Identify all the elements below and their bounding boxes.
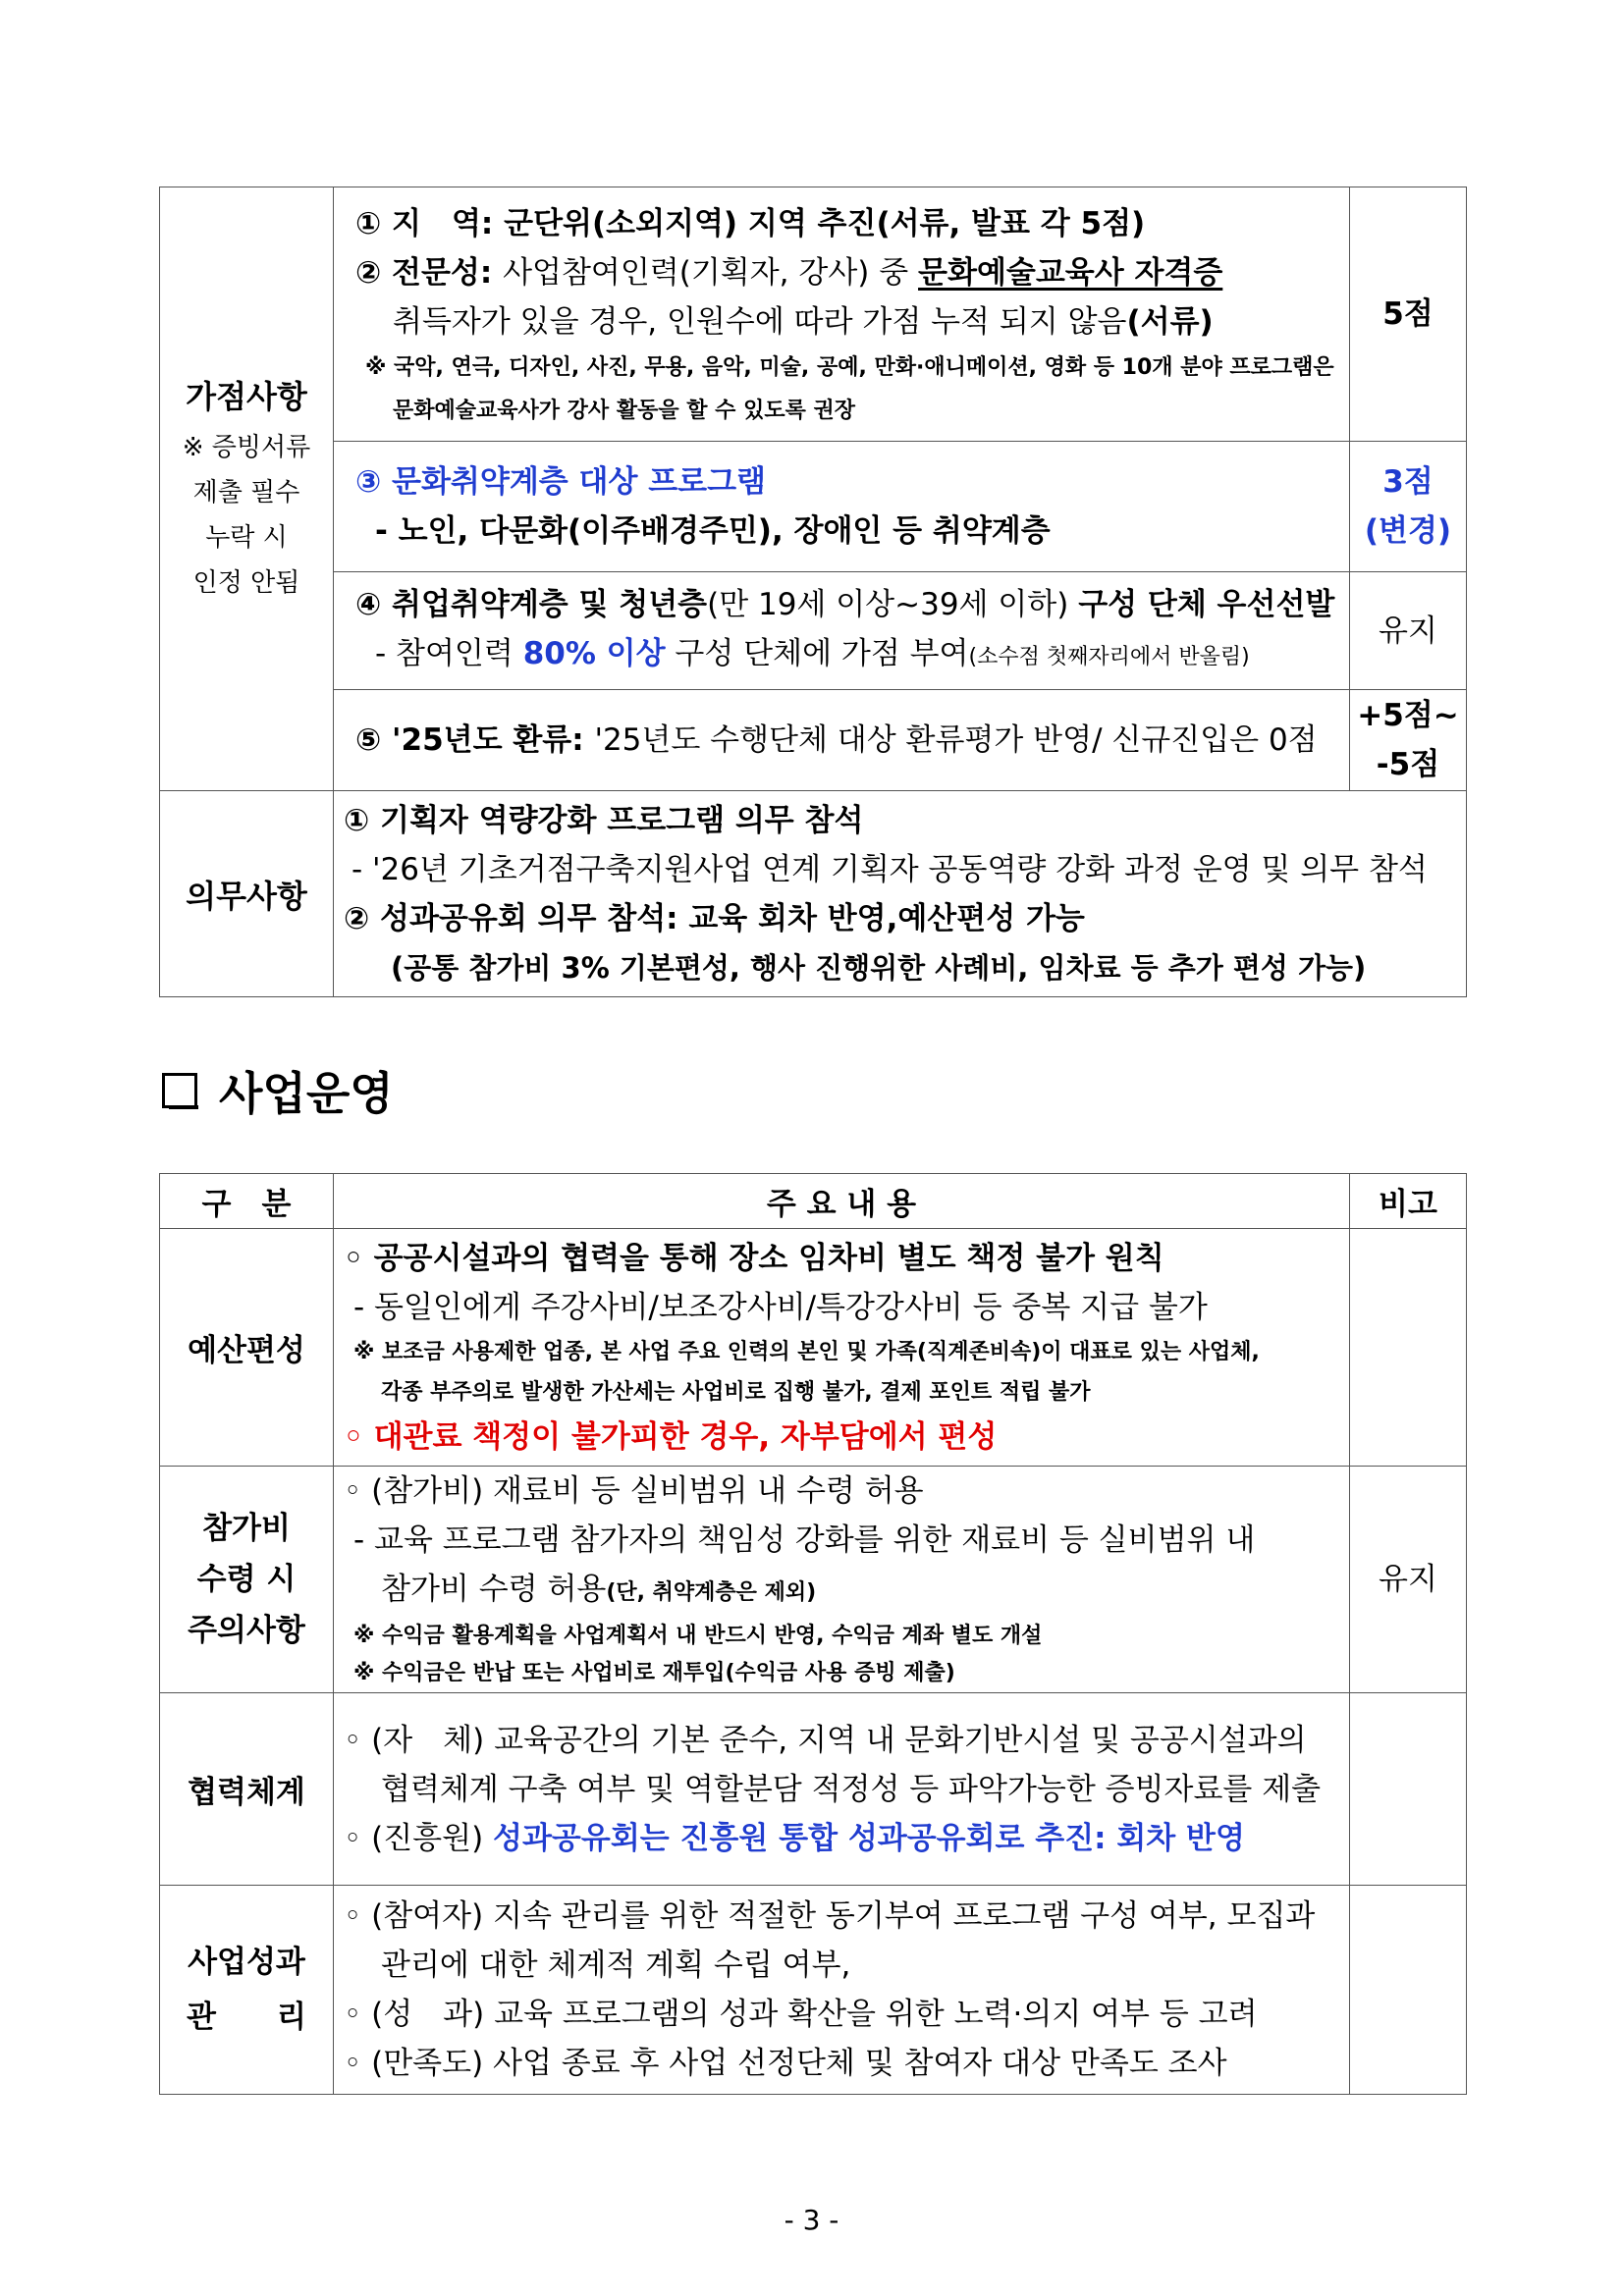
operation-table: [159, 1173, 1467, 2095]
content-note: 각종 부주의로 발생한 가산세는 사업비로 집행 불가, 결제 포인트 적립 불가: [381, 1379, 1091, 1405]
checkbox-square-icon: [162, 1073, 197, 1108]
row-content: [334, 1229, 1350, 1467]
remark-cell: [1350, 1693, 1467, 1886]
remark-cell: [1350, 1886, 1467, 2095]
duty-label: 의무사항: [186, 877, 307, 915]
bonus-label: 가점사항: [186, 378, 307, 415]
bonus-line: ① 지 역: 군단위(소외지역) 지역 추진(서류, 발표 각 5점): [355, 206, 1146, 241]
duty-category-cell: [160, 791, 334, 997]
content-line: ◦ (성 과) 교육 프로그램의 성과 확산을 위한 노력·의지 여부 등 고려: [344, 1997, 1258, 2032]
duty-line: - '26년 기초거점구축지원사업 연계 기획자 공동역량 강화 과정 운영 및 의무 참석: [352, 851, 1428, 887]
content-line: 협력체계 구축 여부 및 역할분담 적정성 등 파악가능한 증빙자료를 제출: [381, 1771, 1322, 1807]
row-label: 참가비 수령 시 주의사항: [160, 1467, 334, 1693]
bonus-item-3: [334, 442, 1350, 572]
points-cell: 3점 (변경): [1350, 442, 1467, 572]
bonus-line: - 참여인력 80% 이상 구성 단체에 가점 부여(소수점 첫째자리에서 반올림): [375, 635, 1250, 671]
content-line: 참가비 수령 허용(단, 취약계층은 제외): [381, 1572, 817, 1607]
remark-cell: 유지: [1350, 1467, 1467, 1693]
bonus-line: ⑤ '25년도 환류: '25년도 수행단체 대상 환류평가 반영/ 신규진입은 0점: [355, 722, 1318, 758]
header-remark: 비고: [1350, 1174, 1467, 1229]
content-line: ◦ 대관료 책정이 불가피한 경우, 자부담에서 편성: [344, 1418, 998, 1455]
header-category: 구 분: [160, 1174, 334, 1229]
row-content: [334, 1886, 1350, 2095]
bonus-line: 취득자가 있을 경우, 인원수에 따라 가점 누적 되지 않음(서류): [393, 304, 1214, 340]
duty-content: [334, 791, 1467, 997]
duty-line: ① 기획자 역량강화 프로그램 의무 참석: [344, 802, 864, 838]
bonus-item-1: [334, 187, 1350, 442]
content-line: ◦ (참여자) 지속 관리를 위한 적절한 동기부여 프로그램 구성 여부, 모집과: [344, 1898, 1316, 1934]
content-line: ◦ (진흥원) 성과공유회는 진흥원 통합 성과공유회로 추진: 회차 반영: [344, 1820, 1245, 1856]
bonus-item-4: [334, 572, 1350, 690]
row-label: 예산편성: [160, 1229, 334, 1467]
points-cell: +5점~ -5점: [1350, 690, 1467, 791]
bonus-note-line: ※ 증빙서류: [182, 433, 311, 462]
bonus-item-5: [334, 690, 1350, 791]
content-note: ※ 보조금 사용제한 업종, 본 사업 주요 인력의 본인 및 가족(직계존비속)이 대표로 있는 사업체,: [353, 1339, 1260, 1364]
bonus-note: ※ 국악, 연극, 디자인, 사진, 무용, 음악, 미술, 공예, 만화·애니메이션, 영화 등 10개 분야 프로그램은: [365, 355, 1334, 380]
section-heading: [162, 1058, 394, 1123]
content-line: ◦ (자 체) 교육공간의 기본 준수, 지역 내 문화기반시설 및 공공시설과의: [344, 1722, 1307, 1758]
points-cell: 유지: [1350, 572, 1467, 690]
content-line: - 교육 프로그램 참가자의 책임성 강화를 위한 재료비 등 실비범위 내: [353, 1522, 1256, 1558]
row-content: [334, 1693, 1350, 1886]
section-title: 사업운영: [219, 1067, 394, 1120]
duty-line: (공통 참가비 3% 기본편성, 행사 진행위한 사례비, 임차료 등 추가 편성 가능): [391, 950, 1367, 985]
content-line: - 동일인에게 주강사비/보조강사비/특강강사비 등 중복 지급 불가: [353, 1289, 1208, 1325]
content-note: ※ 수익금은 반납 또는 사업비로 재투입(수익금 사용 증빙 제출): [353, 1661, 955, 1685]
bonus-line: ④ 취업취약계층 및 청년층(만 19세 이상~39세 이하) 구성 단체 우선선발: [355, 586, 1335, 622]
criteria-table: [159, 187, 1467, 997]
content-note: ※ 수익금 활용계획을 사업계획서 내 반드시 반영, 수익금 계좌 별도 개설: [353, 1624, 1043, 1648]
bonus-line: ② 전문성: 사업참여인력(기획자, 강사) 중 문화예술교육사 자격증: [355, 255, 1223, 291]
bonus-line: ③ 문화취약계층 대상 프로그램: [355, 464, 766, 500]
bonus-category-cell: [160, 187, 334, 791]
row-label: 협력체계: [160, 1693, 334, 1886]
content-line: ◦ (참가비) 재료비 등 실비범위 내 수령 허용: [344, 1473, 924, 1509]
points-cell: 5점: [1350, 187, 1467, 442]
content-line: ◦ 공공시설과의 협력을 통해 장소 임차비 별도 책정 불가 원칙: [344, 1240, 1164, 1276]
header-content: 주 요 내 용: [334, 1174, 1350, 1229]
content-line: 관리에 대한 체계적 계획 수립 여부,: [381, 1948, 851, 1983]
page-number: - 3 -: [784, 2204, 839, 2236]
row-label: 사업성과 관 리: [160, 1886, 334, 2095]
bonus-note-line: 인정 안됨: [192, 568, 300, 598]
duty-line: ② 성과공유회 의무 참석: 교육 회차 반영,예산편성 가능: [344, 900, 1085, 936]
row-content: [334, 1467, 1350, 1693]
bonus-note-line: 제출 필수: [192, 478, 300, 507]
bonus-note: 문화예술교육사가 강사 활동을 할 수 있도록 권장: [393, 399, 855, 423]
content-line: ◦ (만족도) 사업 종료 후 사업 선정단체 및 참여자 대상 만족도 조사: [344, 2046, 1227, 2081]
bonus-note-line: 누락 시: [205, 523, 288, 553]
bonus-line: - 노인, 다문화(이주배경주민), 장애인 등 취약계층: [375, 513, 1051, 549]
remark-cell: [1350, 1229, 1467, 1467]
